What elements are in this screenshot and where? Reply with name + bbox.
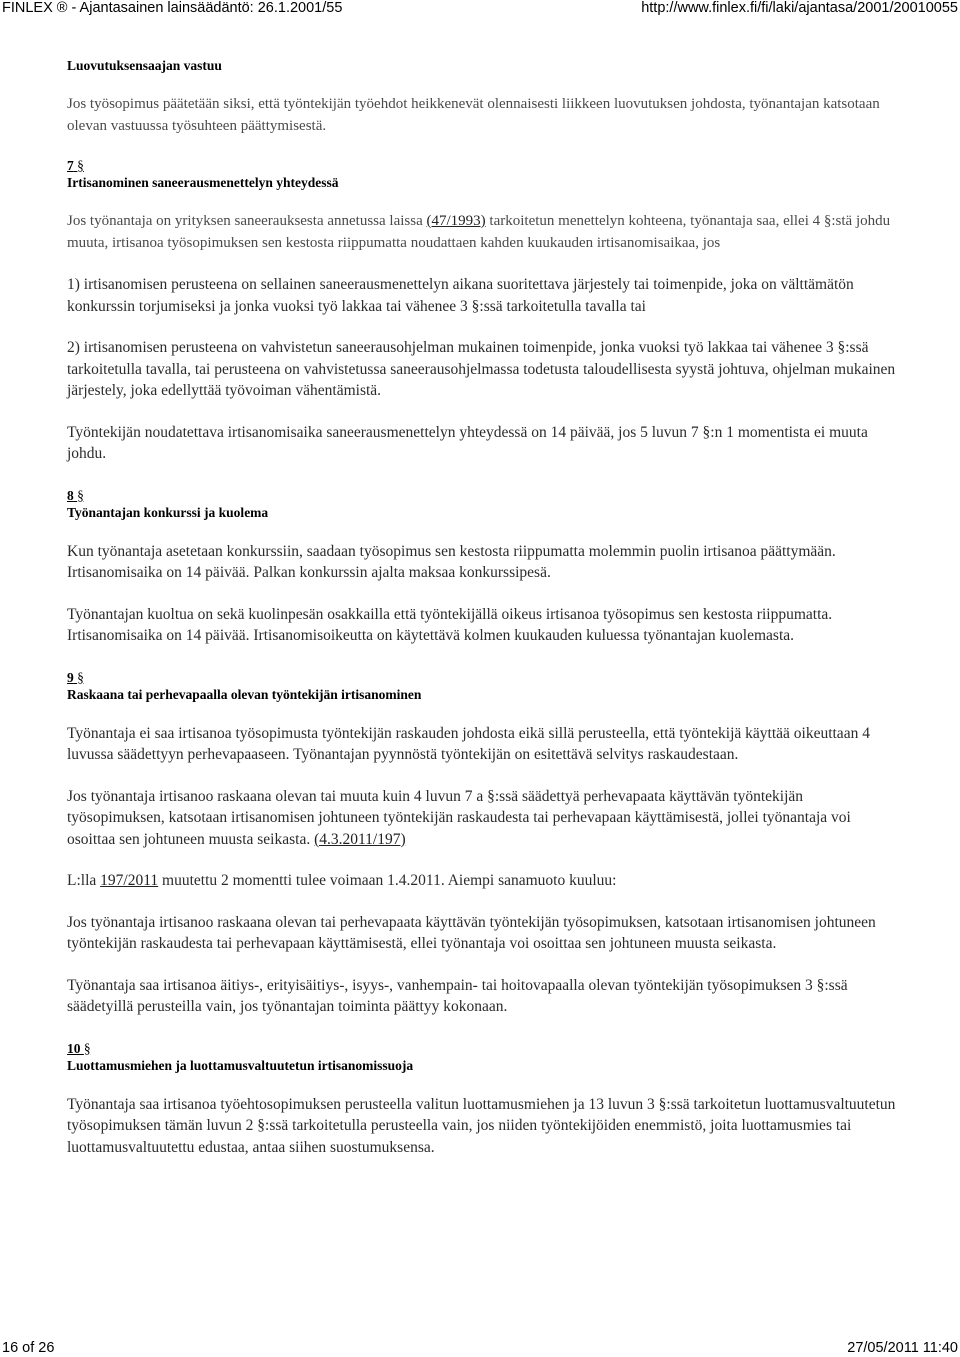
print-header xyxy=(0,0,960,18)
paragraph: Jos työsopimus päätetään siksi, että työntekijän työehdot heikkenevät olennaisesti liikkeen luovutuksen johdosta, työnantajan katsotaan olevan vastuussa työsuhteen päättymisestä. xyxy=(67,96,880,134)
law-link-4-3-2011-197[interactable]: (4.3.2011/197) xyxy=(314,830,406,848)
section-heading-luovutuksensaajan-vastuu: Luovutuksensaajan vastuu xyxy=(67,58,222,73)
paragraph: Työnantaja ei saa irtisanoa työsopimusta työntekijän raskauden johdosta eikä sillä perusteella, että työntekijä käyttää oikeuttaan 4 luvussa säädettyyn perhevapaaseen. Työnantajan pyynnöstä työntekijän on esitettävä selvitys raskaudestaan. xyxy=(67,724,870,763)
paragraph: Jos työnantaja irtisanoo raskaana olevan tai perhevapaata käyttävän työntekijän työsopimuksen, katsotaan irtisanomisen johtuneen työntekijän raskaudesta tai perhevapaan käyttämisestä, ellei työnantaja voi osoittaa sen johtuneen muusta seikasta. xyxy=(67,913,876,952)
header-title: FINLEX ® - Ajantasainen lainsäädäntö: 26.1.2001/55 xyxy=(2,0,343,16)
section-number-8[interactable]: 8 § xyxy=(67,487,84,503)
law-link-47-1993[interactable]: (47/1993) xyxy=(426,213,486,229)
law-link-197-2011[interactable]: 197/2011 xyxy=(100,872,159,889)
paragraph: Jos työnantaja on yrityksen saneerauksesta annetussa laissa (47/1993) tarkoitetun menettelyn kohteena, työnantaja saa, ellei 4 §:stä johdu muuta, irtisanoa työsopimuksen sen kestosta riippumatta noudattaen kahden kuukauden irtisanomisaikaa, jos xyxy=(67,213,891,251)
list-item: 2) irtisanomisen perusteena on vahvistetun saneerausohjelman mukainen toimenpide, jonka vuoksi työ lakkaa tai vähenee 3 §:ssä tarkoitetulla tavalla, tai perusteena on vahvistetussa saneerausohjelmassa todetusta taloudellisesta syystä johtuva, ohjelman mukainen järjestely, joka edellyttää työvoiman vähentämistä. xyxy=(67,339,896,399)
paragraph: Kun työnantaja asetetaan konkurssiin, saadaan työsopimus sen kestosta riippumatta molemmin puolin irtisanoa päättymään. Irtisanomisaika on 14 päivää. Palkan konkurssin ajalta maksaa konkurssipesä. xyxy=(67,542,836,581)
document-content xyxy=(67,58,897,1158)
paragraph: Työnantaja saa irtisanoa äitiys-, erityisäitiys-, isyys-, vanhempain- tai hoitovapaalla olevan työntekijän työsopimuksen 3 §:ssä säädetyillä perusteilla vain, jos työnantajan toiminta päättyy kokonaan. xyxy=(67,976,848,1015)
section-number-7[interactable]: 7 § xyxy=(67,158,84,173)
section-title-7: Irtisanominen saneerausmenettelyn yhteydessä xyxy=(67,175,339,190)
print-timestamp: 27/05/2011 11:40 xyxy=(847,1340,958,1356)
section-number-10[interactable]: 10 § xyxy=(67,1040,91,1056)
page-count: 16 of 26 xyxy=(2,1340,55,1356)
paragraph: Työntekijän noudatettava irtisanomisaika saneerausmenettelyn yhteydessä on 14 päivää, jos 5 luvun 7 §:n 1 momentista ei muuta johdu. xyxy=(67,423,868,462)
header-url: http://www.finlex.fi/fi/laki/ajantasa/2001/20010055 xyxy=(641,0,958,16)
amendment-note: L:lla 197/2011 muutettu 2 momentti tulee voimaan 1.4.2011. Aiempi sanamuoto kuuluu: xyxy=(67,872,617,889)
section-title-10: Luottamusmiehen ja luottamusvaltuutetun irtisanomissuoja xyxy=(67,1057,414,1073)
section-title-8: Työnantajan konkurssi ja kuolema xyxy=(67,504,269,520)
paragraph: Työnantaja saa irtisanoa työehtosopimuksen perusteella valitun luottamusmiehen ja 13 luvun 3 §:ssä tarkoitetun luottamusvaltuutetun työsopimuksen tämän luvun 2 §:ssä tarkoitetulla perusteella vain, jos niiden työntekijöiden enemmistö, joita luottamusmies tai luottamusvaltuutettu edustaa, antaa siihen suostumuksensa. xyxy=(67,1095,896,1156)
list-item: 1) irtisanomisen perusteena on sellainen saneerausmenettelyn aikana suoritettava järjestely tai toimenpide, joka on välttämätön konkurssin torjumiseksi ja jonka vuoksi työ lakkaa tai vähenee 3 §:ssä tarkoitetulla tavalla tai xyxy=(67,276,854,315)
paragraph: Jos työnantaja irtisanoo raskaana olevan tai muuta kuin 4 luvun 7 a §:ssä säädettyä perhevapaata käyttävän työntekijän työsopimuksen, katsotaan irtisanomisen johtuneen työntekijän raskaudesta tai perhevapaan käyttämisestä, jollei työnantaja voi osoittaa sen johtuneen muusta seikasta. (4.3.2011/197) xyxy=(67,787,851,848)
section-title-9: Raskaana tai perhevapaalla olevan työntekijän irtisanominen xyxy=(67,686,422,702)
paragraph: Työnantajan kuoltua on sekä kuolinpesän osakkailla että työntekijällä oikeus irtisanoa työsopimus sen kestosta riippumatta. Irtisanomisaika on 14 päivää. Irtisanomisoikeutta on käytettävä kolmen kuukauden kuluessa työnantajan kuolemasta. xyxy=(67,605,833,644)
section-number-9[interactable]: 9 § xyxy=(67,669,84,685)
